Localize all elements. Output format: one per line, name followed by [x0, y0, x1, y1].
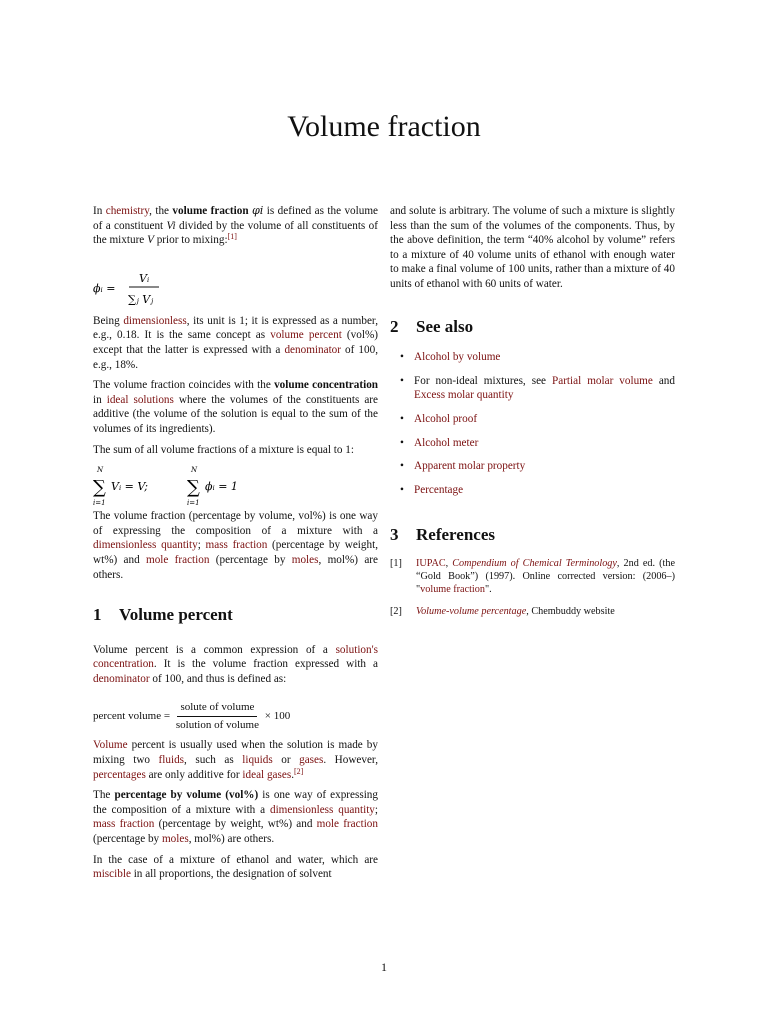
svg-text:i=1: i=1	[187, 499, 200, 508]
link-volume[interactable]: Volume	[93, 739, 128, 752]
link-dimensionless-quantity-2[interactable]: dimensionless quantity	[269, 803, 375, 816]
link-volume-volume-percentage[interactable]: Volume-volume percentage	[416, 605, 527, 617]
percentage-by-volume-paragraph: The percentage by volume (vol%) is one way of expressing the composition of a mixture with a dimensionless quantity; mass fraction (percentage by weight, wt%) and mole fraction (percentage by moles, mol%) are others.	[93, 789, 379, 846]
page-title: Volume fraction	[287, 110, 481, 143]
svg-text:ϕᵢ =: ϕᵢ =	[93, 281, 116, 295]
link-moles-2[interactable]: moles	[161, 833, 189, 846]
link-solution-concentration[interactable]: solution's concentration	[93, 643, 378, 671]
ethanol-paragraph-continued: and solute is arbitrary. The volume of such a mixture is slightly less than the sum of the volumes of the components. Thus, by the above definition, the term “40% alcohol by volume” refers to a mixture of 40 volume units of ethanol with enough water to make a final volume of 100 units, rather than a mixture of 40 units of ethanol with 60 units of water.	[390, 205, 675, 290]
reference-2: [2] Volume-volume percentage, Chembuddy website	[390, 605, 615, 617]
link-volume-percent[interactable]: volume percent	[270, 329, 342, 342]
reference-1: [1] IUPAC, Compendium of Chemical Terminology, 2nd ed. (the “Gold Book”) (1997). Online corrected version: (2006–) "volume fraction".	[390, 557, 675, 596]
link-ideal-solutions[interactable]: ideal solutions	[106, 393, 174, 406]
svg-text:N: N	[97, 466, 104, 475]
link-alcohol-meter[interactable]: Alcohol meter	[414, 436, 479, 449]
see-also-list	[390, 350, 675, 497]
list-item	[390, 483, 675, 498]
link-compendium[interactable]: Compendium of Chemical Terminology	[452, 557, 617, 569]
link-apparent-molar-property[interactable]: Apparent molar property	[414, 460, 526, 473]
list-item	[390, 436, 675, 451]
link-dimensionless[interactable]: dimensionless	[123, 314, 187, 327]
svg-text:ϕᵢ = 1: ϕᵢ = 1	[205, 480, 238, 494]
link-alcohol-by-volume[interactable]: Alcohol by volume	[414, 351, 501, 364]
composition-paragraph: The volume fraction (percentage by volume, vol%) is one way of expressing the composition of a mixture with a dimensionless quantity; mass fraction (percentage by weight, wt%) and mole fraction (percentage by moles, mol%) are others.	[93, 510, 378, 581]
link-mass-fraction-2[interactable]: mass fraction	[93, 818, 155, 831]
link-iupac[interactable]: IUPAC	[416, 557, 446, 569]
page-number: 1	[381, 960, 387, 974]
link-mass-fraction[interactable]: mass fraction	[205, 539, 268, 552]
list-item	[390, 412, 675, 427]
section-heading-see-also: 2 See also	[390, 316, 474, 336]
svg-text:∑: ∑	[93, 477, 106, 499]
svg-text:Vᵢ = V;: Vᵢ = V;	[111, 480, 148, 494]
right-column	[390, 204, 675, 626]
ethanol-paragraph-start: In the case of a mixture of ethanol and water, which are miscible in all proportions, the designation of solvent	[93, 853, 378, 881]
svg-text:∑ⱼ Vⱼ: ∑ⱼ Vⱼ	[128, 292, 154, 306]
link-denominator[interactable]: denominator	[284, 343, 341, 356]
link-fluids[interactable]: fluids	[158, 754, 185, 767]
link-mole-fraction[interactable]: mole fraction	[146, 553, 210, 566]
ref-link-1[interactable]: [1]	[227, 232, 237, 242]
equation-percent-volume: percent volume = $\frac{\text{solute of volume}}{\text{solution of volume}}$ × 100	[93, 701, 291, 732]
section-heading-references: 3 References	[390, 525, 495, 545]
link-partial-molar-volume[interactable]: Partial molar volume	[552, 374, 653, 387]
usage-paragraph: Volume percent is usually used when the solution is made by mixing two fluids, such as liquids or gases. However, percentages are only additive for ideal gases.[2]	[93, 739, 379, 781]
list-item	[390, 459, 675, 474]
list-item: • For non-ideal mixtures, see Partial molar volume and Excess molar quantity	[390, 374, 675, 403]
left-column	[93, 204, 378, 888]
link-dimensionless-quantity[interactable]: dimensionless quantity	[93, 539, 198, 552]
link-ideal-gases[interactable]: ideal gases	[242, 768, 292, 781]
link-excess-molar-quantity[interactable]: Excess molar quantity	[414, 389, 514, 402]
link-alcohol-proof[interactable]: Alcohol proof	[414, 412, 478, 425]
equation-volume-fraction	[93, 254, 378, 314]
section-heading-volume-percent: 1 Volume percent	[93, 605, 233, 625]
link-denominator-2[interactable]: denominator	[93, 672, 150, 685]
link-moles[interactable]: moles	[291, 553, 319, 566]
list-item	[390, 350, 675, 365]
svg-text:i=1: i=1	[93, 499, 106, 508]
link-liquids[interactable]: liquids	[242, 754, 273, 767]
svg-text:Vᵢ: Vᵢ	[139, 271, 150, 285]
link-gases[interactable]: gases	[299, 754, 324, 767]
svg-text:∑: ∑	[187, 477, 200, 499]
volume-percent-paragraph: Volume percent is a common expression of a solution's concentration. It is the volume fraction expressed with a denominator of 100, and thus is defined as:	[93, 643, 378, 685]
svg-text:N: N	[191, 466, 198, 475]
concentration-paragraph: The volume fraction coincides with the volume concentration in ideal solutions where the volumes of the constituents are additive (the volume of the solution is equal to the sum of the volumes of its ingredients).	[93, 379, 379, 435]
link-mole-fraction-2[interactable]: mole fraction	[316, 818, 378, 831]
link-miscible[interactable]: miscible	[93, 868, 131, 881]
sum-paragraph: The sum of all volume fractions of a mixture is equal to 1:	[93, 443, 354, 456]
link-percentage[interactable]: Percentage	[414, 483, 464, 496]
intro-paragraph: In chemistry, the volume fraction φi is defined as the volume of a constituent Vi divided by the volume of all constituents of the mixture V prior to mixing:[1]	[93, 204, 379, 247]
link-chemistry[interactable]: chemistry	[105, 205, 150, 217]
link-percentages[interactable]: percentages	[93, 768, 146, 781]
equation-sum	[93, 463, 378, 509]
dimensionless-paragraph: Being dimensionless, its unit is 1; it is expressed as a number, e.g., 0.18. It is the same concept as volume percent (vol%) except that the latter is expressed with a denominator of 100, e.g., 18%.	[93, 314, 378, 371]
ref-link-2[interactable]: [2]	[294, 766, 304, 776]
link-volume-fraction-ref[interactable]: volume fraction	[420, 584, 485, 596]
